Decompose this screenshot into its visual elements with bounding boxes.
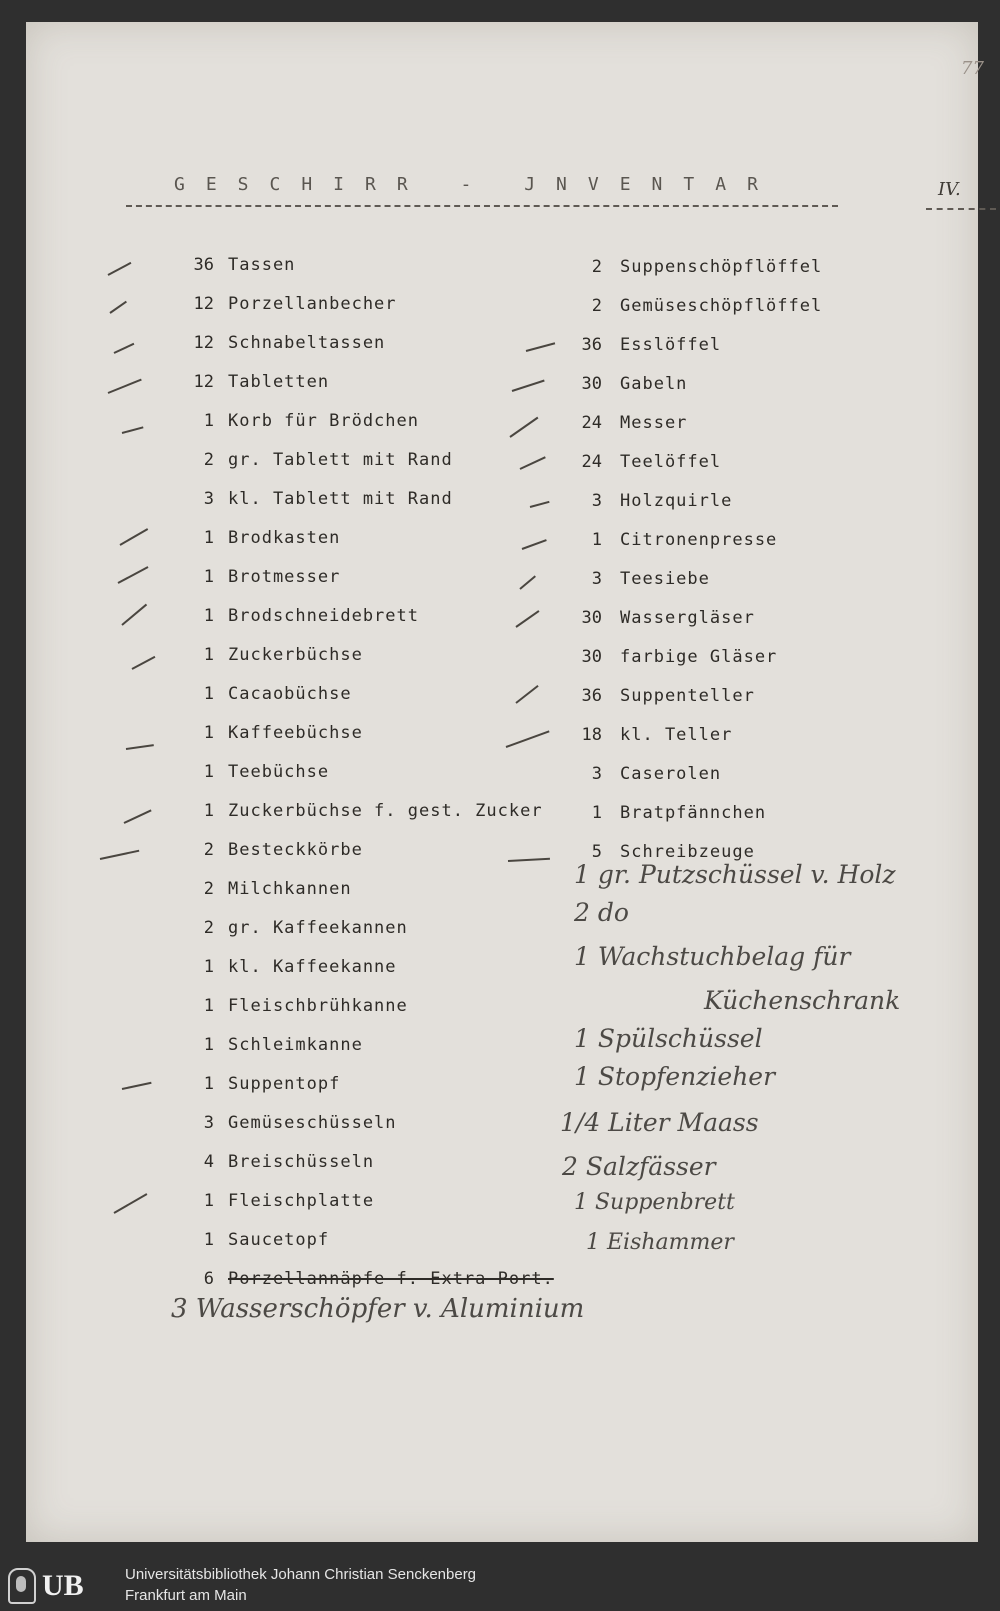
check-mark-icon <box>109 301 127 314</box>
item-quantity: 2 <box>591 257 602 277</box>
title-underline <box>126 205 838 207</box>
item-quantity: 1 <box>203 1074 214 1094</box>
list-item <box>546 759 822 798</box>
item-quantity: 1 <box>203 411 214 431</box>
item-name: Teebüchse <box>228 762 330 782</box>
item-quantity: 1 <box>203 567 214 587</box>
item-name: kl. Kaffeekanne <box>228 957 397 977</box>
item-quantity: 3 <box>591 491 602 511</box>
handwritten-note: 1 Stopfenzieher <box>574 1062 776 1091</box>
item-quantity: 2 <box>203 450 214 470</box>
item-name: gr. Kaffeekannen <box>228 918 408 938</box>
library-name: Universitätsbibliothek Johann Christian Senckenberg <box>125 1566 477 1583</box>
item-quantity: 1 <box>203 1230 214 1250</box>
list-item <box>546 447 822 486</box>
item-quantity: 30 <box>581 647 602 667</box>
item-quantity: 12 <box>193 294 214 314</box>
item-quantity: 12 <box>193 372 214 392</box>
list-item <box>126 367 554 406</box>
item-quantity: 18 <box>581 725 602 745</box>
list-item <box>546 681 822 720</box>
list-item <box>546 252 822 291</box>
handwritten-note: 1 Spülschüssel <box>574 1024 763 1053</box>
item-name: Suppenteller <box>620 686 755 706</box>
item-name: gr. Tablett mit Rand <box>228 450 453 470</box>
list-item <box>126 1147 554 1186</box>
section-numeral: IV. <box>938 179 961 200</box>
page-title: GESCHIRR - JNVENTAR <box>174 174 779 195</box>
item-name: Brodkasten <box>228 528 341 548</box>
item-quantity: 1 <box>203 1191 214 1211</box>
list-item <box>546 603 822 642</box>
list-item <box>546 564 822 603</box>
item-quantity: 1 <box>203 528 214 548</box>
list-item <box>126 484 554 523</box>
list-item <box>126 1108 554 1147</box>
library-logo <box>8 1566 112 1606</box>
list-item <box>126 991 554 1030</box>
item-name: Breischüsseln <box>228 1152 375 1172</box>
item-quantity: 36 <box>581 335 602 355</box>
list-item <box>126 757 554 796</box>
list-item <box>126 640 554 679</box>
list-item <box>546 525 822 564</box>
item-quantity: 1 <box>203 957 214 977</box>
list-item <box>126 913 554 952</box>
handwritten-note: 2 Salzfässer <box>562 1152 716 1181</box>
handwritten-note: 2 do <box>574 898 629 927</box>
item-quantity: 36 <box>193 255 214 275</box>
list-item <box>126 1069 554 1108</box>
list-item <box>126 289 554 328</box>
item-quantity: 3 <box>591 569 602 589</box>
library-location: Frankfurt am Main <box>125 1587 247 1604</box>
item-quantity: 1 <box>591 530 602 550</box>
item-name: Holzquirle <box>620 491 733 511</box>
item-quantity: 2 <box>203 840 214 860</box>
item-name: Zuckerbüchse <box>228 645 363 665</box>
item-quantity: 1 <box>203 684 214 704</box>
handwritten-note: 1 Wachstuchbelag für <box>574 942 851 971</box>
list-item <box>126 952 554 991</box>
item-name: Gemüseschüsseln <box>228 1113 397 1133</box>
item-quantity: 24 <box>581 413 602 433</box>
item-name: Brotmesser <box>228 567 341 587</box>
item-quantity: 12 <box>193 333 214 353</box>
item-quantity: 2 <box>203 918 214 938</box>
item-quantity: 30 <box>581 608 602 628</box>
list-item <box>126 679 554 718</box>
item-name: kl. Teller <box>620 725 733 745</box>
item-quantity: 4 <box>203 1152 214 1172</box>
item-name: Saucetopf <box>228 1230 330 1250</box>
list-item <box>126 1186 554 1225</box>
item-name: Gemüseschöpflöffel <box>620 296 823 316</box>
item-name: Suppenschöpflöffel <box>620 257 823 277</box>
right-inventory-list <box>546 252 822 876</box>
item-quantity: 5 <box>591 842 602 862</box>
item-name: Citronenpresse <box>620 530 778 550</box>
list-item <box>126 718 554 757</box>
section-numeral-underline <box>926 208 996 210</box>
item-quantity: 1 <box>203 762 214 782</box>
handwritten-note: 1 Eishammer <box>586 1230 734 1255</box>
item-name: Schnabeltassen <box>228 333 386 353</box>
logo-text: UB <box>42 1569 84 1602</box>
item-quantity: 3 <box>591 764 602 784</box>
list-item <box>546 486 822 525</box>
item-quantity: 1 <box>203 723 214 743</box>
list-item <box>126 1030 554 1069</box>
item-name: Tassen <box>228 255 296 275</box>
list-item <box>126 562 554 601</box>
crest-icon <box>8 1568 36 1604</box>
item-name: Esslöffel <box>620 335 722 355</box>
list-item <box>126 835 554 874</box>
handwritten-note: 1/4 Liter Maass <box>560 1108 759 1137</box>
item-name: Schreibzeuge <box>620 842 755 862</box>
list-item <box>126 328 554 367</box>
item-quantity: 2 <box>203 879 214 899</box>
list-item <box>126 1225 554 1264</box>
item-name: Bratpfännchen <box>620 803 767 823</box>
list-item <box>546 369 822 408</box>
item-quantity: 3 <box>203 489 214 509</box>
list-item <box>126 250 554 289</box>
item-quantity: 24 <box>581 452 602 472</box>
item-name: Porzellanbecher <box>228 294 397 314</box>
item-name: Teesiebe <box>620 569 710 589</box>
list-item <box>126 796 554 835</box>
list-item <box>546 798 822 837</box>
list-item <box>126 523 554 562</box>
item-name: Fleischplatte <box>228 1191 375 1211</box>
handwritten-note: Küchenschrank <box>704 986 901 1015</box>
item-name: Suppentopf <box>228 1074 341 1094</box>
item-quantity: 1 <box>203 996 214 1016</box>
library-footer <box>0 1560 1000 1611</box>
item-name: Teelöffel <box>620 452 722 472</box>
list-item <box>546 330 822 369</box>
item-quantity: 1 <box>203 801 214 821</box>
list-item <box>546 642 822 681</box>
item-name: Korb für Brödchen <box>228 411 419 431</box>
list-item <box>126 601 554 640</box>
item-name: Zuckerbüchse f. gest. Zucker <box>228 801 543 821</box>
item-name: Besteckkörbe <box>228 840 363 860</box>
item-quantity: 1 <box>203 645 214 665</box>
left-inventory-list <box>126 250 554 1303</box>
list-item <box>126 445 554 484</box>
item-name: Messer <box>620 413 688 433</box>
handwritten-note: 1 gr. Putzschüssel v. Holz <box>574 860 896 889</box>
page-number: 77 <box>961 58 984 79</box>
item-name: Gabeln <box>620 374 688 394</box>
item-name: Schleimkanne <box>228 1035 363 1055</box>
item-quantity: 3 <box>203 1113 214 1133</box>
item-name: Caserolen <box>620 764 722 784</box>
item-quantity: 6 <box>203 1269 214 1289</box>
item-name: Fleischbrühkanne <box>228 996 408 1016</box>
item-quantity: 30 <box>581 374 602 394</box>
item-name: Porzellannäpfe f. Extra Port. <box>228 1269 554 1289</box>
item-name: Cacaobüchse <box>228 684 352 704</box>
item-quantity: 1 <box>203 606 214 626</box>
item-name: Tabletten <box>228 372 330 392</box>
handwritten-note: 1 Suppenbrett <box>574 1190 735 1215</box>
item-name: Milchkannen <box>228 879 352 899</box>
list-item <box>546 720 822 759</box>
item-name: farbige Gläser <box>620 647 778 667</box>
item-name: Wassergläser <box>620 608 755 628</box>
list-item <box>126 406 554 445</box>
handwritten-note: 3 Wasserschöpfer v. Aluminium <box>171 1294 585 1324</box>
item-name: kl. Tablett mit Rand <box>228 489 453 509</box>
item-quantity: 2 <box>591 296 602 316</box>
item-quantity: 36 <box>581 686 602 706</box>
list-item <box>126 874 554 913</box>
item-name: Brodschneidebrett <box>228 606 419 626</box>
document-page <box>26 22 984 1542</box>
list-item <box>546 408 822 447</box>
item-name: Kaffeebüchse <box>228 723 363 743</box>
item-quantity: 1 <box>591 803 602 823</box>
item-quantity: 1 <box>203 1035 214 1055</box>
list-item <box>546 291 822 330</box>
